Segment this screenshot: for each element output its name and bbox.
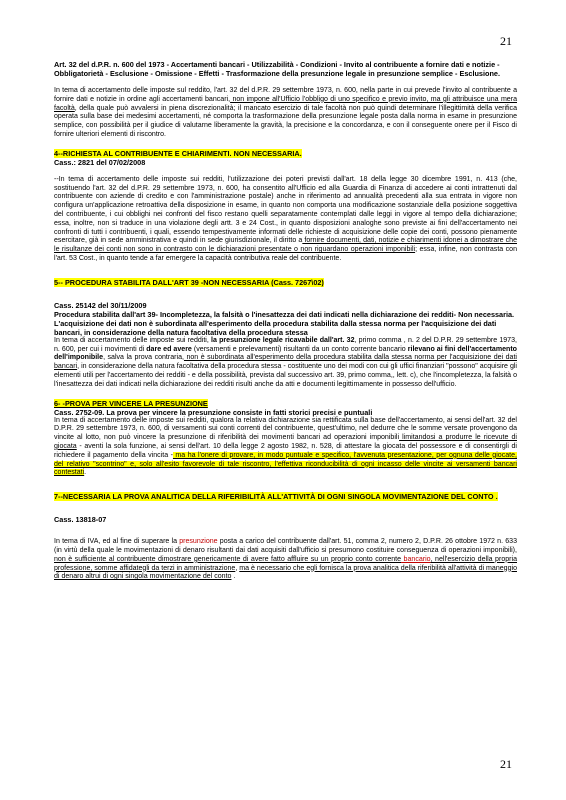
s7-b: presunzione xyxy=(177,538,218,546)
section-7-heading xyxy=(54,492,517,501)
s7-g: , xyxy=(235,564,240,572)
s4-text-b: fornire documenti, dati, notizie e chiarimenti idonei a dimostrare che le risultanze dei conti non sono in contrasto con le dichiarazioni presentate o non riguardano operazioni imponibili xyxy=(54,237,517,254)
section-4-heading xyxy=(54,149,517,158)
section-6-heading xyxy=(54,399,517,408)
s25142-a: In tema di accertamento delle imposte sui redditi, xyxy=(54,336,209,344)
s25142-c: , primo comma , n. 2 del D.P.R. 29 settembre 1973, n. 600, per cui i movimenti di xyxy=(54,336,517,353)
s25142-f: rilevano ai fini dell'accertamento dell'imponibile xyxy=(54,345,517,362)
s7-i: . xyxy=(231,573,236,581)
p1-text-c: , della quale può avvalersi in piena discrezionalità; il mancato esercizio di tale facoltà non può quindi determinare l'illegittimità della verifica operata sulla base dei medesimi accertamenti, né comporta la trasformazione della presunzione legale posta dalla norma in esame in presunzione semplice, con possibilità per il giudice di valutarne liberamente la gravità, la precisione e la concordanza, e con il conseguente onere per il Fisco di fornire ulteriori elementi di riscontro. xyxy=(54,104,517,138)
p1-text-b: non impone all'Ufficio l'obbligo di uno specifico e previo invito, ma gli attribuisce una mera facoltà xyxy=(54,95,517,112)
art32-heading: Art. 32 del d.P.R. n. 600 del 1973 - Accertamenti bancari - Utilizzabilità - Condizioni - Invito al contribuente a fornire dati e notizie - Obbligatorietà - Esclusione - Omissione - Effetti - Trasformazione della presunzione legale in presunzione semplice - Esclusione. xyxy=(54,60,501,78)
s25142-e: (versamenti e prelevamenti) risultanti da un conto corrente bancario xyxy=(191,345,406,353)
section-7-cass: Cass. 13818-07 xyxy=(54,515,107,525)
s7-f: , nell'esercizio della propria professione, somme affidategli da terzi in amministrazione xyxy=(54,555,517,572)
section-6-cass-title: La prova per vincere la presunzione consiste in fatti storici precisi e puntuali xyxy=(104,407,373,417)
page-number-top: 21 xyxy=(500,34,512,48)
section-7-title: 7--NECESSARIA LA PROVA ANALITICA DELLA RIFERIBILITÀ ALL'ATTIVITÀ DI OGNI SINGOLA MOVIMENTAZIONE DEL CONTO . xyxy=(54,492,498,502)
s6-d: ma ha l'onere di provare, in modo puntuale e specifico, l'avvenuta presentazione, per ognuna delle giocate, del relativo "scontrino" e, solo all'esito favorevole di tale riscontro, l'effettiva riconducibilità di ogni incasso delle vincite ai versamenti bancari contestati xyxy=(54,451,517,477)
s6-b: limitandosi a produrre le ricevute di giocata xyxy=(54,434,517,450)
s6-c: - aventi la sola funzione, ai sensi dell'art. 10 della legge 2 agosto 1982, n. 528, di attestare la giocata del possessore e di consentirgli di richiedere il pagamento della vincita - xyxy=(54,442,517,459)
p1-text-a: In tema di accertamento delle imposte sul reddito, l'art. 32 del d.P.R. 29 settembre 1973, n. 600, nella parte in cui prevede l'invito al contribuente a fornire dati e notizie in ordine agli accertamenti bancari, xyxy=(54,87,517,103)
s7-c: posta a carico del contribuente dall'art. 51, comma 2, numero 2, D.P.R. 26 ottobre 1972 n. 633 (in virtù della quale le movimentazioni di denaro risultanti dai dati acquisiti dall'ufficio si presumono costituire conseguenza di operazioni imponibili), xyxy=(54,538,517,554)
s25142-g: , salva la prova contraria, xyxy=(103,354,184,362)
s7-d: non è sufficiente al contribuente dimostrare genericamente di avere fatto affluire su un proprio conto corrente xyxy=(54,555,402,563)
document-body xyxy=(54,60,517,582)
section-4-paragraph xyxy=(54,176,517,264)
section-6-paragraph xyxy=(54,417,517,479)
section-7-paragraph xyxy=(54,538,517,582)
cass-25142: Cass. 25142 del 30/11/2009 xyxy=(54,300,147,310)
s7-h: ma è necessario che egli fornisca la prova analitica della riferibilità all'attività di maneggio di denaro altrui di ogni singola movimentazione del conto xyxy=(54,564,517,581)
s6-e: . xyxy=(84,469,87,477)
section-6-cass-number: Cass. 2752-09. xyxy=(54,407,105,417)
art32-paragraph xyxy=(54,87,517,140)
page-number-bottom: 21 xyxy=(500,757,512,771)
s4-text-c: ; essa, infine, non contrasta con l'art. 53 Cost., in quanto tende a far emergere la capacità contributiva reale del contribuente. xyxy=(54,246,517,262)
section-5-title: 5-- PROCEDURA STABILITA DALL'ART 39 -NON NECESSARIA (Cass. 7267\02) xyxy=(54,277,324,287)
s25142-h: non è subordinata all'esperimento della procedura stabilita dalla stessa norma per l'acquisizione dei dati bancari xyxy=(54,354,517,371)
cass-25142-paragraph xyxy=(54,337,517,390)
s4-text-a: --In tema di accertamento delle imposte sui redditi, l'utilizzazione dei poteri previsti dall'art. 18 della legge 30 dicembre 1991, n. 413 (che, sostituendo l'art. 32 del d.P.R. 29 settembre 1973, n. 600, ha consentito all'Ufficio ed alla Guardia di Finanza di accedere ai conti intrattenuti dal contribuente con aziende di credito e con l'amministrazione postale) anche in riferimento ad annualità precedenti alla sua entrata in vigore non configura un'applicazione retroattiva della disposizione in esame, in quanto non comporta una modificazione sostanziale della posizione soggettiva del contribuente, i cui obblighi nei confronti del fisco restano quelli separatamente contemplati dalle leggi in vigore al tempo della dichiarazione; essa, inoltre, non si traduce in una violazione degli artt. 3 e 24 Cost., in quanto disposizioni analoghe sono previste ai fini dell'accertamento nei confronti di tutti i contribuenti, i quali, essendo tempestivamente informati delle richieste di acquisizione delle copie dei conti, possono pienamente esercitare, già in sede amministrativa e quindi in sede giurisdizionale, il diritto a xyxy=(54,175,517,245)
section-5-heading xyxy=(54,278,517,287)
s25142-b: la presunzione legale ricavabile dall'art. 32 xyxy=(208,336,355,344)
cass-25142-bold-paragraph: L'acquisizione dei dati non è subordinata all'esperimento della procedura stabilita dalla stessa norma per l'acquisizione dei dati bancari, in considerazione della natura facoltativa della procedura stessa xyxy=(54,318,497,337)
s25142-i: , in considerazione della natura facoltativa della procedura stessa - costituente uno dei modi con cui gli uffici finanziari "possono" acquisire gli elementi utili per l'accertamento dei redditi - e della possibilità, prevista dal successivo art. 39, primo comma,, lett. c), che l'incompletezza, la falsità o l'inesattezza dei dati indicati nella dichiarazione dei redditi risulti anche da atti e documenti legittimamente in possesso dell'ufficio. xyxy=(54,363,517,388)
s7-e: bancario xyxy=(401,555,431,563)
section-4-title: 4--RICHIESTA AL CONTRIBUENTE E CHIARIMENTI. NON NECESSARIA. xyxy=(54,148,302,158)
section-6-cass xyxy=(54,408,517,417)
s7-a: In tema di IVA, ed al fine di superare la xyxy=(54,538,178,546)
cass-25142-title: Procedura stabilita dall'art 39- Incompletezza, la falsità o l'inesattezza dei dati indicati nella dichiarazione dei redditi- Non necessaria. xyxy=(54,309,515,319)
section-4-cass: Cass.: 2821 del 07/02/2008 xyxy=(54,157,146,167)
s25142-d: dare ed avere xyxy=(144,345,192,353)
s6-a: In tema di accertamento delle imposte sui redditi, qualora la relativa dichiarazione sia rettificata sulla base dell'accertamento, ai sensi dell'art. 32 del D.P.R. 29 settembre 1973, n. 600, di versamenti sui conti correnti del contribuente, quest'ultimo, nel dedurre che le somme versate provengono da vincite al lotto, non può vincere la presunzione di riferibilità dei movimenti bancari ad operazioni imponibili xyxy=(54,416,517,442)
section-6-title: 6- -PROVA PER VINCERE LA PRESUNZIONE xyxy=(54,398,208,408)
